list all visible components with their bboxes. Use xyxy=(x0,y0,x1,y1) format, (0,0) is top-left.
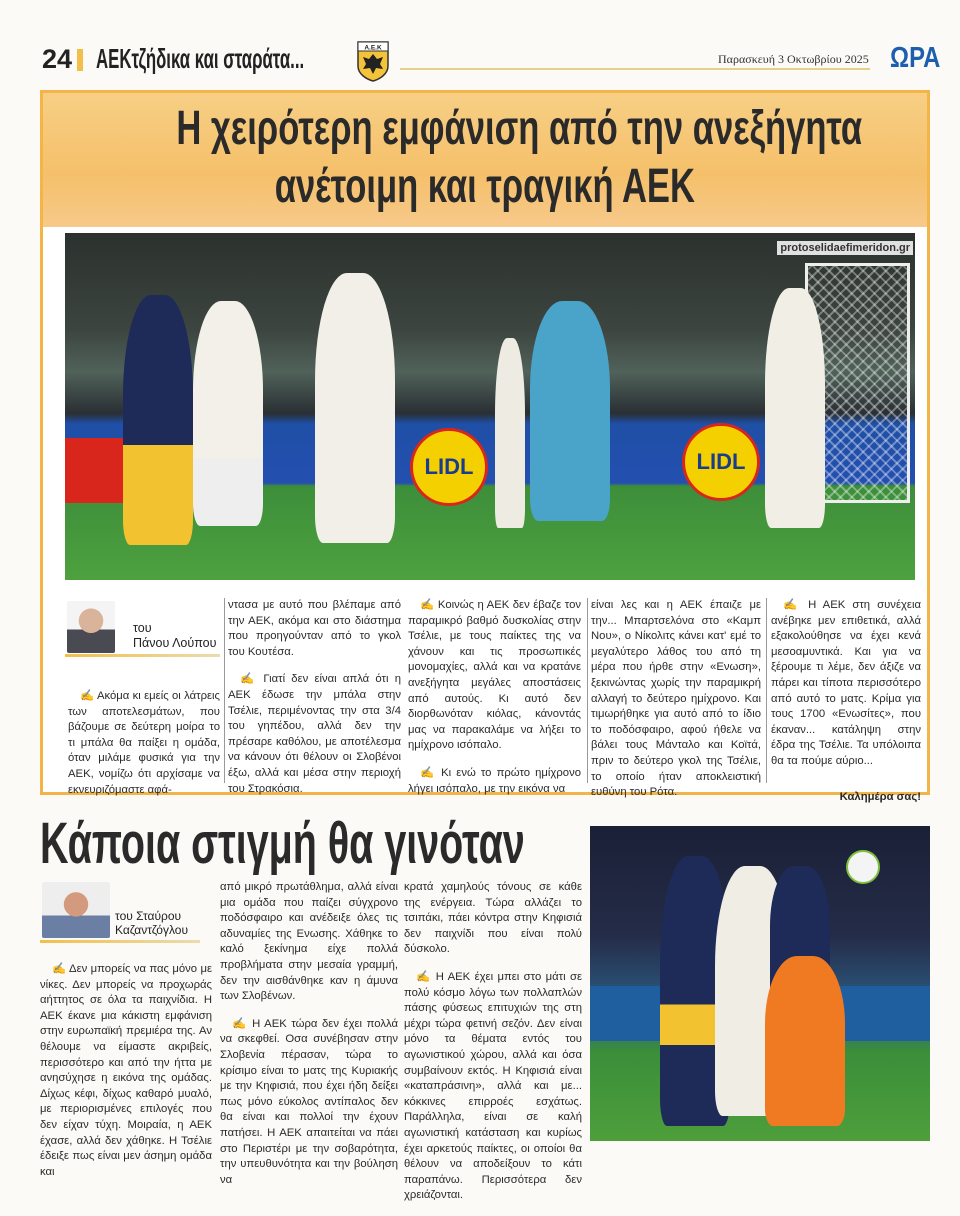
article-2-column-2 xyxy=(220,880,398,1200)
author-prefix: του xyxy=(133,621,152,635)
article-column-5 xyxy=(771,598,921,817)
section-title: ΑΕΚτζήδικα και σταράτα... xyxy=(96,43,305,74)
column-divider xyxy=(224,598,225,783)
sponsor-logo: LIDL xyxy=(682,423,760,501)
page-number-divider xyxy=(77,49,83,71)
author-underline xyxy=(40,940,200,943)
paragraph: είναι λες και η ΑΕΚ έπαιζε με την... Μπαρτσελόνα στο «Καμπ Νου», ο Νίκολιτς κάνει κατ' εμέ το μεγαλύτερο λάθος του από τη μέρα που ήρθε στην «Ενωση», ξεκινώντας χωρίς την παραμικρή αλλαγή το δεύτερο ημίχρονο. Και τιμωρήθηκε για αυτό από το ίδιο το ποδόσφαιρο, αφού ήθελε να βάλει τους Μάνταλο και Κοϊτά, πριν το δεύτερο γκολ της Τσέλιε, το οποίο ήταν αποκλειστική ευθύνη του Ρότα. xyxy=(591,599,761,799)
goalkeeper xyxy=(765,956,845,1126)
article-2-column-1 xyxy=(40,962,212,1192)
page-number: 24 xyxy=(42,44,73,74)
ad-board xyxy=(65,438,125,503)
article-main xyxy=(40,90,930,803)
paragraph: Η ΑΕΚ τώρα δεν έχει πολλά να σκεφθεί. Οσα συνέβησαν στην Σλοβενία πέρασαν, τώρα το κρίσιμο είναι το ματς της Κυριακής με την Κηφισιά, που έχει ήδη δείξει πως μόνο εύκολος αντίπαλος δεν θα είναι και πολλοί την έχουν πατήσει. Η ΑΕΚ απαιτείται να πάει στο Περιστέρι με την σοβαρότητα, την υπευθυνότητα και την βούληση να xyxy=(220,1017,398,1186)
article-column-3 xyxy=(408,598,581,809)
author-photo xyxy=(67,601,115,653)
article-column-4 xyxy=(591,598,761,813)
ball xyxy=(846,850,880,884)
column-divider xyxy=(766,598,767,783)
column-divider xyxy=(587,598,588,783)
player xyxy=(315,273,395,543)
paragraph: κρατά χαμηλούς τόνους σε κάθε της ενέργεια. Τώρα αλλάζει το τσιπάκι, πάει κόντρα στην Κηφισιά δεν παιχνίδι που είναι πολύ δύσκολο. xyxy=(404,881,582,956)
sponsor-logo: LIDL xyxy=(410,428,488,506)
paragraph: Η ΑΕΚ έχει μπει στο μάτι σε πολύ κόσμο λόγω των πολλαπλών πάσης φύσεως επιτυχιών της στη μέχρι τώρα φετινή σεζόν. Δεν είναι μόνο τα θέματα εντός του αγωνιστικού χώρου, αλλά και όσα συμβαίνουν εκτός. Η Κηφισιά είναι «καταπράσινη», αλλά και με... κόκκινες επιρροές εσχάτως. Παράλληλα, είναι σε καλή αγωνιστική κατάσταση και κυρίως έχει αρκετούς παίκτες, οι οποίοι θα θέλουν να αποδείξουν το κάτι παραπάνω. Περισσότερα δεν χρειάζονται. xyxy=(404,970,582,1202)
paragraph: από μικρό πρωτάθλημα, αλλά είναι μια ομάδα που παίζει σύγχρονο ποδόσφαιρο και ανέδειξε όλες τις αδυναμίες της Ενωσης. Χάθηκε το καλό ξεκίνημα είχε πολλά προβλήματα στην μεσαία γραμμή, δεν την αισθάνθηκε καν η άμυνα των Σλοβένων. xyxy=(220,881,398,1003)
player xyxy=(495,338,525,528)
article-column-1 xyxy=(68,689,220,810)
aek-badge-icon xyxy=(356,40,390,82)
signoff: Καλημέρα σας! xyxy=(839,790,921,803)
article-column-2 xyxy=(228,598,401,809)
issue-date: Παρασκευή 3 Οκτωβρίου 2025 xyxy=(718,52,869,66)
paragraph-marker-icon: ✍ xyxy=(416,970,432,983)
headline-line-2: ανέτοιμη και τραγική ΑΕΚ xyxy=(274,160,696,213)
author-name: Καζαντζόγλου xyxy=(115,923,189,937)
goalkeeper xyxy=(530,301,610,521)
paragraph-marker-icon: ✍ xyxy=(420,599,435,611)
headline-line-1: Η χειρότερη εμφάνιση από την ανεξήγητα xyxy=(176,102,863,155)
paragraph: Η ΑΕΚ στη συνέχεια ανέβηκε μεν επιθετικά, αλλά εξακολούθησε να έχει κενά μεσοαμυντικά. Και για να ξέρουμε τι λέμε, δεν άξιζε να πάρει και τίποτα περισσότερο από αυτό το ματς. Κρίμα για τους 1700 «Ενωσίτες», που έκαναν... κατάληψη στην έδρα της Τσέλιε. Τα υπόλοιπα θα τα πούμε αύριο... xyxy=(771,599,921,767)
article-2-column-3 xyxy=(404,880,582,1216)
player xyxy=(123,295,193,545)
article-2-headline: Κάποια στιγμή θα γινόταν xyxy=(40,811,525,876)
paragraph: Γιατί δεν είναι απλά ότι η ΑΕΚ έδωσε την μπάλα στην Τσέλιε, περιμένοντας την στα 3/4 του γηπέδου, αλλά δεν την πρέσαρε καθόλου, με αποτέλεσμα να κάνουν ότι θέλουν οι Σλοβένοι έξω, αλλά και μέσα στην περιοχή του Στρακόσια. xyxy=(228,673,401,795)
paragraph-marker-icon: ✍ xyxy=(783,599,801,611)
badge-lettering: Α.Ε.Κ xyxy=(364,44,382,52)
author-name: Πάνου Λούπου xyxy=(133,636,217,650)
paragraph: Κοινώς η ΑΕΚ δεν έβαζε τον παραμικρό βαθμό δυσκολίας στην Τσέλιε, με τους παίκτες της να χάνουν και τις προσωπικές μονομαχίες, αλλά και να κρατάνε ανεξήγητα μεγάλες αποστάσεις από αυτούς. Κι αυτό δεν διορθωνόταν κιόλας, κάνοντάς μας να παρακαλάμε να λήξει το ημίχρονο ισόπαλο. xyxy=(408,599,582,752)
paragraph: ντασα με αυτό που βλέπαμε από την ΑΕΚ, ακόμα και στο διάστημα που προηγούνταν από το γκολ του Κουτέσα. xyxy=(228,599,401,658)
photo-watermark: protoselidaefimeridon.gr xyxy=(777,241,913,255)
paragraph: Κι ενώ το πρώτο ημίχρονο λήγει ισόπαλο, με την εικόνα να xyxy=(408,766,582,795)
paragraph-marker-icon: ✍ xyxy=(240,673,258,686)
author-photo xyxy=(42,882,110,938)
player xyxy=(765,288,825,528)
headline-banner xyxy=(43,93,927,227)
paragraph-marker-icon: ✍ xyxy=(232,1017,248,1030)
paragraph-marker-icon: ✍ xyxy=(80,690,95,702)
paragraph: Ακόμα κι εμείς οι λάτρεις των αποτελεσμάτων, που βάζουμε σε δεύτερη μοίρα το τι μπάλα θα παίξει η ομάδα, όταν μιλάμε φυσικά για την ΑΕΚ, νομίζω ότι αρχίσαμε να εκνευριζόμαστε αφά- xyxy=(68,690,221,796)
paragraph: Δεν μπορείς να πας μόνο με νίκες. Δεν μπορείς να προχωράς αήττητος σε όλα τα παιχνίδια. Η ΑΕΚ έκανε μια κάκιστη εμφάνιση στην ευρωπαϊκή πρεμιέρα της. Αν θέλουμε να είμαστε ακριβείς, περισσότερο και από την ήττα με ανησύχησε η εικόνα της ομάδας. Δίχως κέφι, δίχως καθαρό μυαλό, με περιορισμένες επιλογές που δεν είχαν τύχη. Μοιραία, η ΑΕΚ έχασε, αλλά δεν χάθηκε. Η Τσέλιε έδειξε πως είναι μεν άσημη ομάδα και xyxy=(40,963,212,1178)
header-rule xyxy=(400,68,870,70)
paragraph-marker-icon: ✍ xyxy=(52,963,67,975)
paragraph-marker-icon: ✍ xyxy=(420,766,437,779)
player xyxy=(193,301,263,526)
author-underline xyxy=(65,654,220,657)
match-photo-2 xyxy=(590,826,930,1141)
match-photo xyxy=(65,233,915,580)
author-prefix: του Σταύρου xyxy=(115,909,182,923)
newspaper-logo: ΩΡΑ xyxy=(890,42,941,74)
